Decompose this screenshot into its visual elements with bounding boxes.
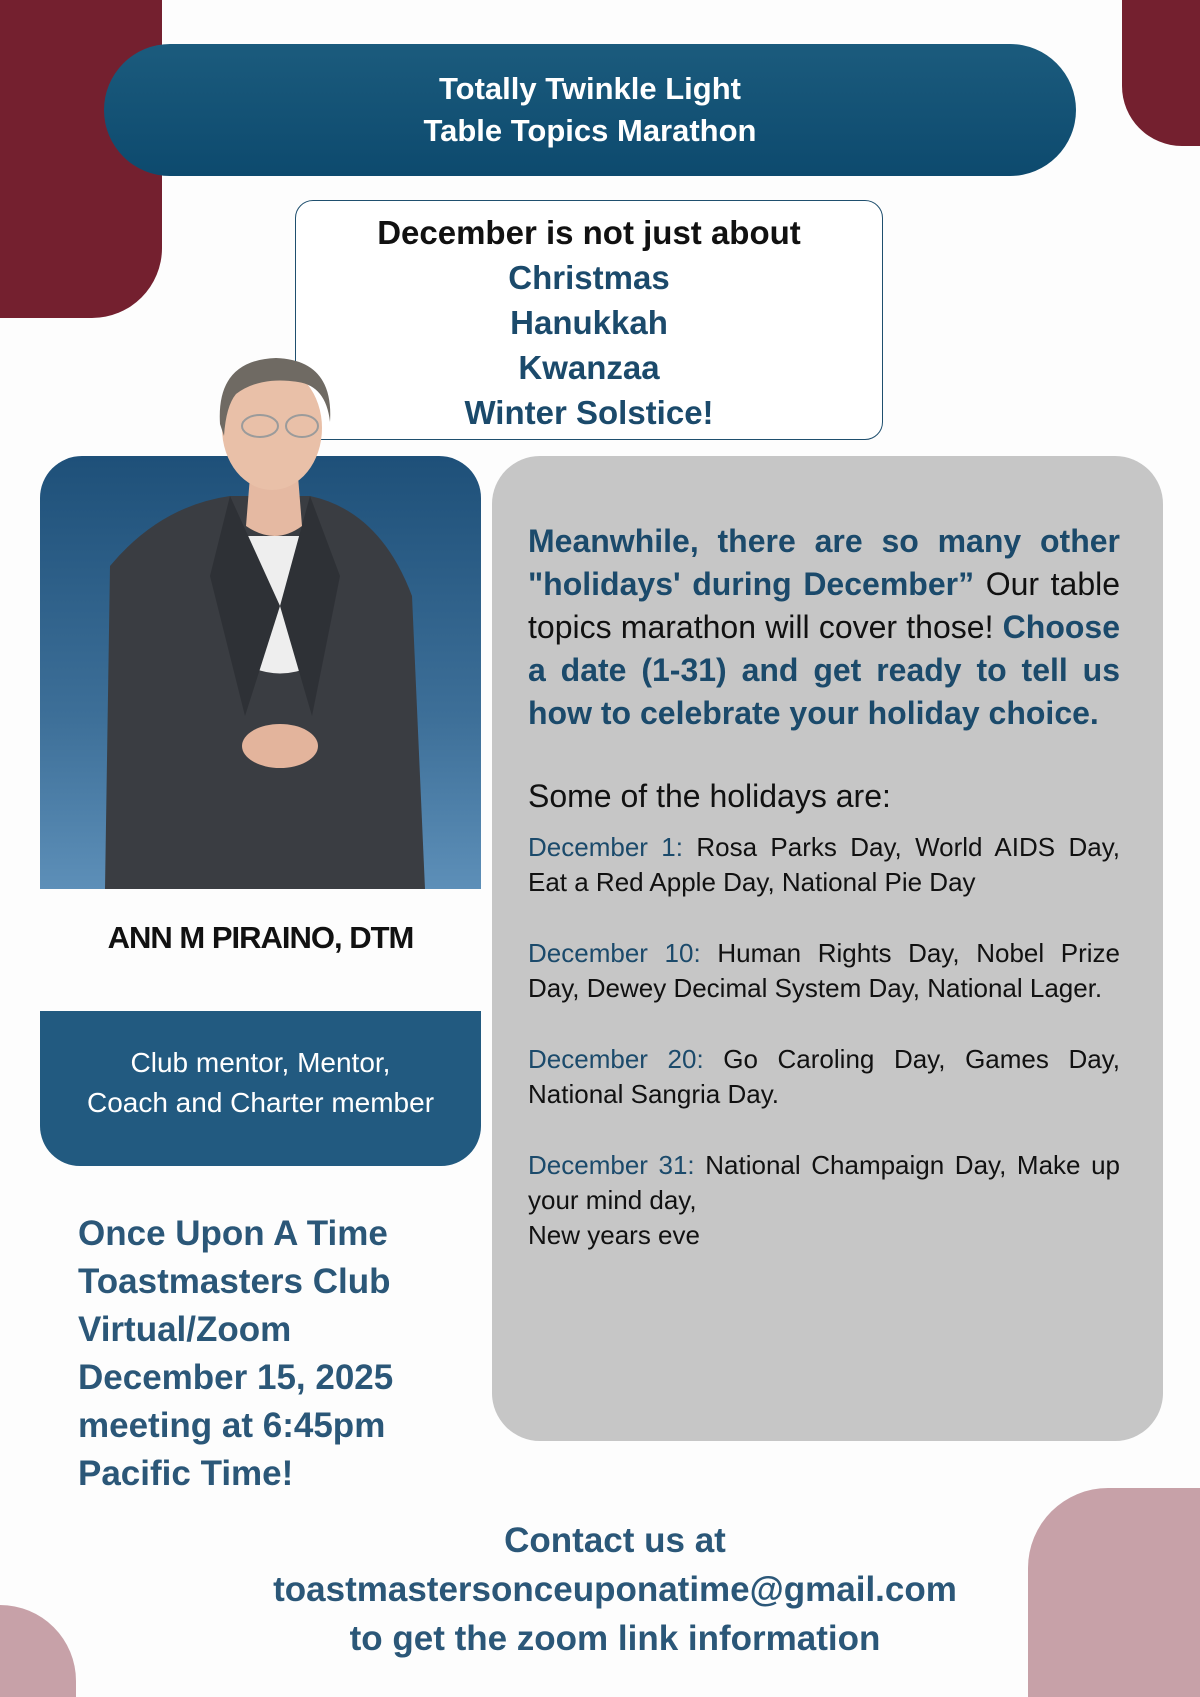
corner-decoration-bottom-right (1028, 1488, 1200, 1697)
holiday-entry (528, 1042, 1120, 1112)
entry-text: Rosa Parks Day, World AIDS Day, Eat a Red Apple Day, National Pie Day (528, 832, 1120, 897)
entry-date: December 20: (528, 1044, 704, 1074)
entry-date: December 10: (528, 938, 701, 968)
entry-text-continued: New years eve (528, 1220, 700, 1250)
entry-text: Go Caroling Day, Games Day, National Sangria Day. (528, 1044, 1120, 1109)
title-line-2: Table Topics Marathon (423, 113, 757, 148)
holiday-item: Hanukkah (510, 304, 668, 341)
lead-highlight: Meanwhile, there are so many other "holidays' during December” (528, 523, 1120, 602)
person-illustration (40, 336, 481, 769)
contact-email[interactable]: toastmastersonceuponatime@gmail.com (273, 1570, 957, 1609)
club-info-line: December 15, 2025 (78, 1358, 394, 1397)
holiday-entry (528, 936, 1120, 1006)
club-info-line: Once Upon A Time (78, 1214, 388, 1253)
corner-decoration-top-right (1122, 0, 1200, 146)
contact-line-3: to get the zoom link information (349, 1619, 881, 1658)
club-info-line: meeting at 6:45pm (78, 1406, 386, 1445)
club-info-line: Toastmasters Club (78, 1262, 391, 1301)
holidays-list-heading: Some of the holidays are: (528, 778, 891, 814)
holidays-intro: December is not just about (377, 214, 801, 251)
holiday-entry (528, 830, 1120, 900)
club-info-line: Pacific Time! (78, 1454, 294, 1493)
holiday-entry (528, 1148, 1120, 1253)
holiday-item: Kwanzaa (518, 349, 660, 386)
entry-text: National Champaign Day, Make up your mind day, (528, 1150, 1120, 1215)
holiday-item: Christmas (508, 259, 670, 296)
entry-date: December 31: (528, 1150, 695, 1180)
holiday-item: Winter Solstice! (464, 394, 714, 431)
lead-call-to-action: Choose a date (1-31) and get ready to tell us how to celebrate your holiday choice. (528, 609, 1120, 731)
contact-line-1: Contact us at (504, 1521, 726, 1560)
speaker-photo (40, 456, 481, 889)
title-line-1: Totally Twinkle Light (439, 71, 741, 106)
role-line-1: Club mentor, Mentor, (130, 1046, 391, 1078)
lead-plain: Our table topics marathon will cover those! (528, 566, 1121, 645)
entry-date: December 1: (528, 832, 683, 862)
entry-text: Human Rights Day, Nobel Prize Day, Dewey Decimal System Day, National Lager. (528, 938, 1120, 1003)
lead-paragraph (528, 520, 1120, 735)
club-meeting-info (78, 1210, 478, 1498)
role-line-2: Coach and Charter member (86, 1086, 435, 1118)
club-info-line: Virtual/Zoom (78, 1310, 292, 1349)
contact-section (180, 1516, 1050, 1663)
speaker-name: ANN M PIRAINO, DTM (107, 920, 414, 955)
info-panel-content (528, 520, 1120, 1253)
speaker-role-box (40, 1011, 481, 1166)
title-banner (104, 44, 1076, 176)
corner-decoration-bottom-left (0, 1605, 76, 1697)
